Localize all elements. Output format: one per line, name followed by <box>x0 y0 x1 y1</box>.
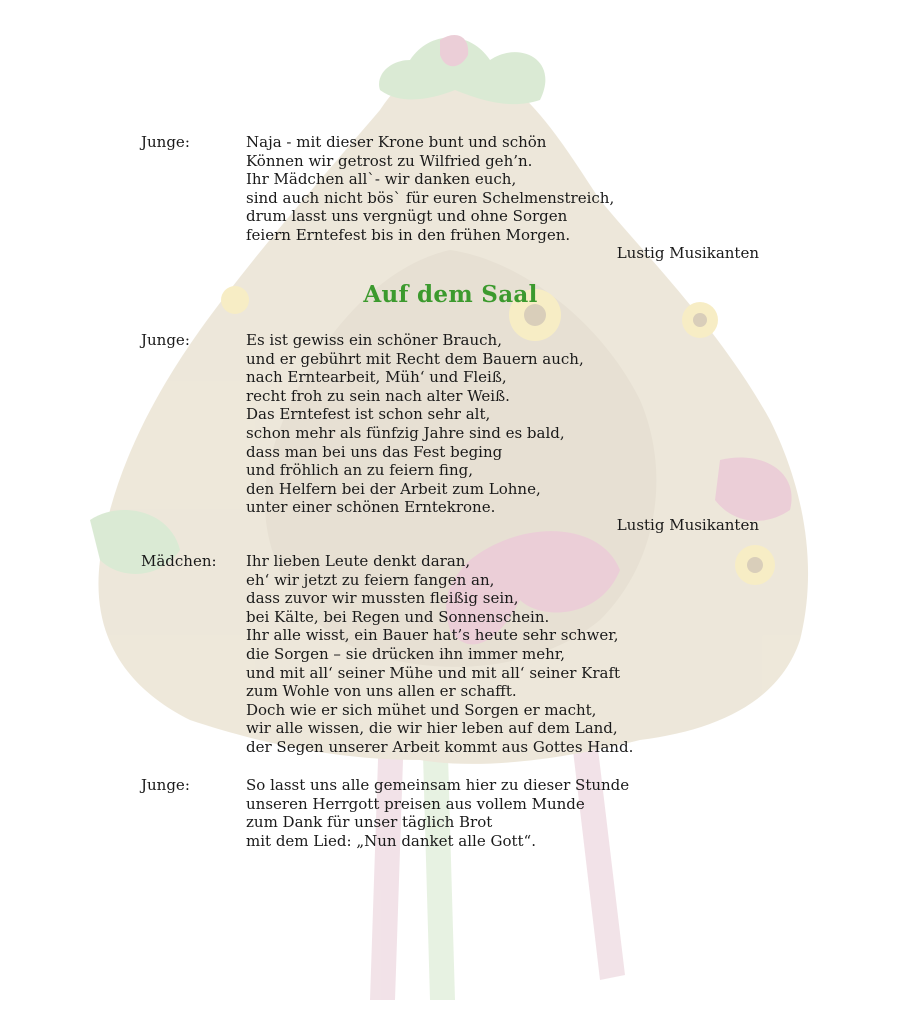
stage-note: Lustig Musikanten <box>616 516 759 534</box>
verse-line: nach Erntearbeit, Müh‘ und Fleiß, <box>246 368 507 387</box>
verse-lines <box>246 133 614 245</box>
verse-line: unseren Herrgott preisen aus vollem Munde <box>246 794 585 813</box>
verse-line: Ihr lieben Leute denkt daran, <box>246 552 471 570</box>
verse-line: zum Wohle von uns allen er schafft. <box>246 682 517 701</box>
verse-line: schon mehr als fünfzig Jahre sind es bald, <box>246 423 565 442</box>
verse-line: den Helfern bei der Arbeit zum Lohne, <box>246 479 541 498</box>
verse-line: dass man bei uns das Fest beging <box>246 442 503 461</box>
verse-line: und fröhlich an zu feiern fing, <box>246 461 473 480</box>
verse-line: unter einer schönen Erntekrone. <box>246 498 496 517</box>
verse-line: zum Dank für unser täglich Brot <box>246 813 493 832</box>
verse-line: wir alle wissen, die wir hier leben auf dem Land, <box>246 719 618 738</box>
stage-note: Lustig Musikanten <box>616 244 759 262</box>
verse-line: bei Kälte, bei Regen und Sonnenschein. <box>246 607 550 626</box>
verse-lines <box>246 776 629 850</box>
verse-line: mit dem Lied: „Nun danket alle Gott“. <box>246 831 536 850</box>
verse-line: Ihr Mädchen all`- wir danken euch, <box>246 170 517 189</box>
verse-line: Doch wie er sich mühet und Sorgen er macht, <box>246 700 597 719</box>
verse-lines <box>246 552 633 757</box>
verse-line: Naja - mit dieser Krone bunt und schön <box>246 133 547 151</box>
verse-line: drum lasst uns vergnügt und ohne Sorgen <box>246 207 568 226</box>
section-heading: Auf dem Saal <box>363 281 538 308</box>
verse-line: So lasst uns alle gemeinsam hier zu dieser Stunde <box>246 776 630 794</box>
verse-line: die Sorgen – sie drücken ihn immer mehr, <box>246 644 566 663</box>
speaker-label: Junge: <box>141 133 190 151</box>
verse-line: Können wir getrost zu Wilfried geh’n. <box>246 151 533 170</box>
speaker-label: Mädchen: <box>141 552 217 570</box>
verse-line: eh‘ wir jetzt zu feiern fangen an, <box>246 570 495 589</box>
verse-line: sind auch nicht bös` für euren Schelmenstreich, <box>246 188 615 207</box>
verse-lines <box>246 331 584 517</box>
verse-line: dass zuvor wir mussten fleißig sein, <box>246 589 519 608</box>
verse-line: feiern Erntefest bis in den frühen Morgen. <box>246 225 571 244</box>
speaker-label: Junge: <box>141 331 190 349</box>
verse-line: Es ist gewiss ein schöner Brauch, <box>246 331 502 349</box>
verse-line: Das Erntefest ist schon sehr alt, <box>246 405 491 424</box>
speaker-label: Junge: <box>141 776 190 794</box>
verse-line: und er gebührt mit Recht dem Bauern auch, <box>246 349 584 368</box>
verse-line: recht froh zu sein nach alter Weiß. <box>246 386 510 405</box>
verse-line: der Segen unserer Arbeit kommt aus Gottes Hand. <box>246 737 634 756</box>
verse-line: Ihr alle wisst, ein Bauer hat’s heute sehr schwer, <box>246 626 619 645</box>
verse-line: und mit all‘ seiner Mühe und mit all‘ seiner Kraft <box>246 663 621 682</box>
